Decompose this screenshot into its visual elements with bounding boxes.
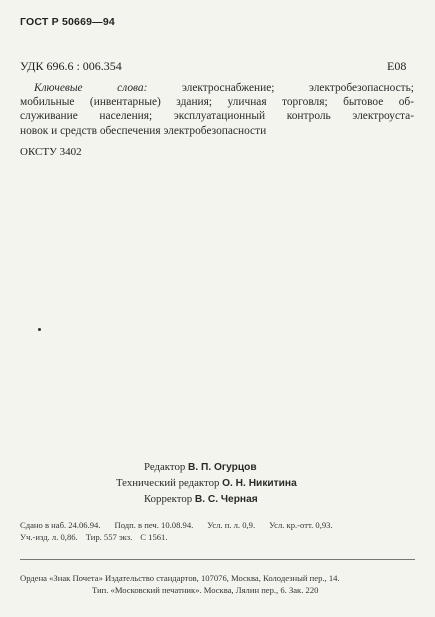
tech-editor-name: О. Н. Никитина — [222, 478, 297, 489]
imprint-typeset-date: Сдано в наб. 24.06.94. — [20, 520, 101, 530]
print-speck — [38, 328, 41, 331]
keywords-line-3: служивание населения; эксплуатационный контроль электроуста- — [20, 110, 414, 123]
okstu-code: ОКСТУ 3402 — [20, 146, 82, 158]
corrector-role: Корректор — [144, 493, 193, 505]
corrector-credit — [144, 493, 258, 505]
udk-code: УДК 696.6 : 006.354 — [20, 59, 122, 73]
keywords-line-2: мобильные (инвентарные) здания; уличная торговля; бытовое об- — [20, 96, 414, 109]
standard-code: ГОСТ Р 50669—94 — [20, 16, 115, 28]
imprint-line-2 — [20, 532, 167, 542]
editor-credit — [144, 461, 257, 473]
category-code: Е08 — [387, 59, 407, 73]
keywords-label: Ключевые слова: — [34, 82, 148, 94]
imprint-line-1 — [20, 520, 333, 530]
editor-role: Редактор — [144, 461, 186, 473]
editor-name: В. П. Огурцов — [187, 462, 257, 473]
tech-editor-role: Технический редактор — [116, 477, 220, 489]
tech-editor-credit — [116, 477, 297, 489]
corrector-name: В. С. Черная — [194, 494, 258, 505]
imprint-print-sheets: Усл. п. л. 0,9. — [207, 520, 256, 530]
imprint-publisher-sheets: Уч.-изд. л. 0,86. — [20, 532, 78, 542]
divider-rule — [20, 559, 415, 560]
publisher-line: Ордена «Знак Почета» Издательство стандартов, 107076, Москва, Колодезный пер., 14. — [20, 573, 340, 583]
imprint-order-code: С 1561. — [140, 532, 168, 542]
imprint-color-sheets: Усл. кр.-отт. 0,93. — [269, 520, 333, 530]
imprint-circulation: Тир. 557 экз. — [85, 532, 133, 542]
keywords-line-4: новок и средств обеспечения электробезопасности — [20, 124, 267, 137]
keywords-block — [20, 81, 414, 138]
keywords-line-1 — [20, 81, 414, 95]
keywords-text-1: электроснабжение; электробезопасность; — [181, 82, 414, 94]
printer-line: Тип. «Московский печатник». Москва, Лялин пер., 6. Зак. 220 — [92, 585, 319, 595]
imprint-print-date: Подп. в печ. 10.08.94. — [114, 520, 194, 530]
